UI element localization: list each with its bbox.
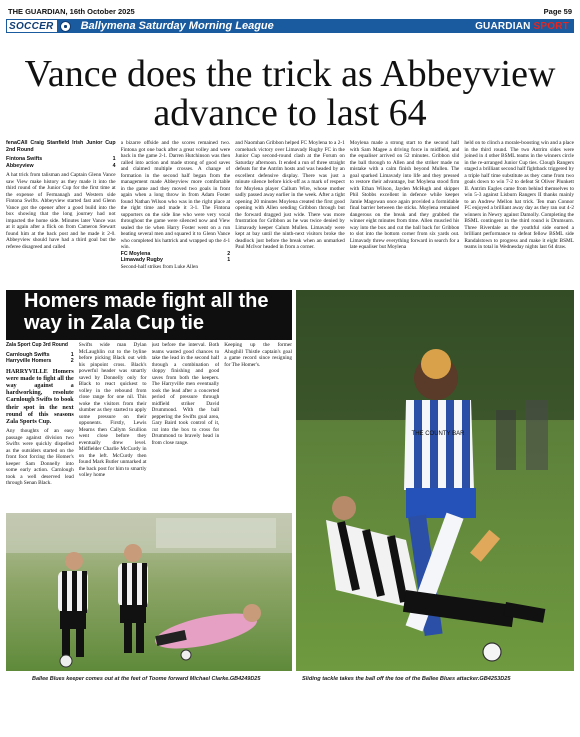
- brand-logo: [475, 21, 574, 32]
- story1-col-4: [350, 140, 460, 284]
- story2-body: [6, 342, 292, 510]
- score-team: Abbeyview: [6, 162, 34, 169]
- story1-kicker: fenaCAll Craig Stanfield Irish Junior Cup 2nd Round: [6, 140, 116, 153]
- story2-col-1: [6, 342, 74, 510]
- score-team: FC Moylena: [120, 250, 151, 257]
- score-team: Fintona Swifts: [6, 156, 43, 162]
- story2-intro: HARRYVILLE Homers were made to fight all the way against a hardworking, resolute Carnlough Swifts to book their spot in the next round of this seasons Zala Sports Cup.: [6, 367, 74, 425]
- caption-right: Sliding tackle takes the ball off the toe of the Ballee Blues attacker.GB4253D25: [302, 676, 511, 682]
- story1-body: [6, 140, 574, 284]
- photo-sliding-tackle: [296, 290, 574, 671]
- story1-text: and Naomhan Gribbon helped FC Moylena to a 2-1 comeback victory over Limavady Rugby FC in the Junior Cup second-round clash at the Forum on Saturday afternoon. It ended a run of three straight defeats for the Antrim hosts and was headed by an excellent defensive display. There was just a minute silence before kick-off as a mark of respect for Moylena player Callum Wire, whose mother sadly passed away earlier in the week. After a tight opening 20 minutes Moylena created the first good opening with Allen sending Gribbon through but the forward dragged just wide. There was more frustration for Gribbon as he was twice denied by Limavady keeper Calum Mullen. Limavady were kept at bay until the ninth-next visitors broke the deadlock just before the break when an unmarked Paul McIvor headed in from a corner.: [235, 140, 345, 250]
- story1-text: held on to clinch a morale-boosting win and a place in the third round. The two Antrim sides were joined in 4 other BSML teams in the winners circle in the re-arranged Junior Cup ties. Clough Rangers staged a brilliant second half fightback triggered by a triple half time substitute as they came from two goals down to win 7-2 to defeat St Oliver Plunkett II. Antrim Eagles came from behind themselves to win 5-3 against Lisburn Rangers II thanks mainly to an Andrew Mellon hat trick. Ten man Connor FC enjoyed a brilliant away day as they ran out 4-2 winners in Newry against Damolly. Completing the BSML contingent in the third round is Drumsurn. Three Riverdale as the youthful side earned a brilliant performance to defeat fellow BSML side Randalstown to progress and make it eight BSML teams in total in Wednesday nights last 64 draw.: [464, 140, 574, 250]
- story2-kicker: Zala Sport Cup 3rd Round: [6, 342, 68, 348]
- football-icon: [60, 21, 71, 32]
- story1-text: A hat trick from talisman and Captain Glenn Vance saw View make history as they made it into the third round of the Junior Cup for the first time at the expense of Fermanagh and Western side Fintona Swifts. Abbeyview started fast and Glenn Vance got the opener after a good build into the box showing that the long journey had not impacted the home side. Minutes later Vance was at it again after a flick on from Cameron Stewart found him at the back post and he made it 2-0. Abbeyview should have had a third goal but the referee disagreed and called: [6, 172, 116, 250]
- story1-text: Moylena made a strong start to the second half with Sam Magee a driving force in midfield, and the equaliser arrived on 52 minutes. Gribbon slid the ball through to Allen and the striker made no mistake with a calm finish beyond Mullen. The goal sparked Limavady into life and they pressed to restore their advantage, but Moylena stood firm with Ethan Wilson, Jayden McHugh and skipper Phil Stobbs excellent in defence while keeper Jamie Magowan once again provided a formidable final barrier between the sticks. Moylena remained dangerous on the break and they grabbed the winner eight minutes from time. Allen muscled his way into the box and cut the ball back for Gribbon to slot into the bottom corner from six yards out. Limavady threw everything forward in search for a late equaliser but Moylena: [349, 140, 460, 250]
- brand-main: GUARDIAN: [475, 20, 531, 32]
- story2-text: just before the interval. Both teams wasted good chances to take the lead in the second half through a combination of sloppy finishing and good saves from both the keepers. The Harryville men eventually took the lead after a concerted period of pressure through midfield striker David Drummond. With the ball peppering the Swifts goal area, Gary Baird took control of it, cut into the box to cross for Drummond to bravely head in from close range.: [151, 342, 220, 446]
- story2: [6, 290, 574, 690]
- story2-score-2: [6, 358, 74, 365]
- story2-text: Any thoughts of an easy passage against division two Swifts were quickly dispelled as the outsiders started on the front foot forcing the Homer's keeper Sam Donnelly into some early action. Carnlough took a well deserved lead through Senan Black.: [6, 428, 74, 487]
- story2-col-2: [79, 342, 147, 510]
- story2-score-block: [6, 352, 74, 365]
- story1-col-5: [464, 140, 574, 284]
- masthead-date: THE GUARDIAN, 16th October 2025: [8, 6, 135, 16]
- story2-text: Swifts wide man Dylan McLaughlin cut to the byline before picking Black out with his pinpoint cross. Black's powerful header was smartly saved by Donnelly only for Black to react quickest to volley in the rebound from close range for one nil. This woke the visitors from their slumber as they started to apply some pressure on their opponents. Firstly, Lewis Mearns then Callym Scullion went close before they eventually drew level. Midfielder Charlie McCurdy in on the left. McCurdy then found Mark Butler unmarked at the back post for him to smartly volley home: [78, 342, 147, 478]
- score-value: 2: [227, 250, 231, 257]
- score-value: 1: [70, 351, 74, 358]
- masthead: [8, 4, 572, 18]
- story1-text: a bizarre offside and the scores remained two. Fintona got one back after a great volley and were back in the game 2-1. Darren Hutchinson was then called into action and made strong of good saves and claimed multiple crosses. A change of formation in the second half began from the management made Abbeyview more comfortable in the game and they moved two goals in front again when a long throw in from Adam Foster found Nathan Wilson who was in the right place at the right time and made it 3-1. The Fintona supporters on the side line who were very vocal throughout the game were silenced now and View sealed the tie when Harry Foster went on a run beating several men and squared it to Glenn Vance who completed his hattrick and wrapped up the 4-1 win.: [120, 140, 231, 250]
- story2-text: Keeping up the former Ahoghill Thistle captain's goal a game record since resigning for The Homer's.: [224, 342, 292, 368]
- story2-col-4: [224, 342, 292, 510]
- page-title: Vance does the trick as Abbeyview advance to last 64: [24, 53, 556, 134]
- score-team: Limavady Rugby: [120, 257, 163, 263]
- league-name: Ballymena Saturday Morning League: [80, 20, 274, 32]
- story2-headline: Homers made fight all the way in Zala Cup tie: [24, 290, 269, 334]
- score-team: Harryville Homers: [6, 358, 52, 364]
- story1-col-1: [6, 140, 116, 284]
- score-value: 1: [227, 257, 231, 263]
- photo-keeper-save: [6, 513, 292, 671]
- story1-score-block: [6, 156, 116, 169]
- caption-left: Ballee Blues keeper comes out at the feet of Toome forward Michael Clarke.GB4249D25: [32, 676, 261, 682]
- story1-col-3: [235, 140, 345, 284]
- story1-score-2: [6, 163, 116, 170]
- page-number: Page 59: [543, 6, 572, 16]
- score-team: Carnlough Swifts: [6, 351, 50, 358]
- story1-col-2: [121, 140, 231, 284]
- photo-keeper-save-image: [6, 513, 292, 671]
- shirt-sponsor-text: THE COUNTY BAR: [411, 431, 465, 437]
- section-tag: SOCCER: [6, 19, 58, 33]
- story2-col-3: [152, 342, 220, 510]
- score-value: 1: [112, 156, 116, 162]
- score-value: 2: [70, 358, 74, 364]
- section-banner: [6, 19, 574, 33]
- story1-text: Second-half strikes from Luke Allen: [120, 263, 198, 270]
- brand-accent: SPORT: [533, 20, 569, 32]
- photo-sliding-tackle-image: [296, 290, 574, 671]
- score-value: 4: [112, 162, 116, 169]
